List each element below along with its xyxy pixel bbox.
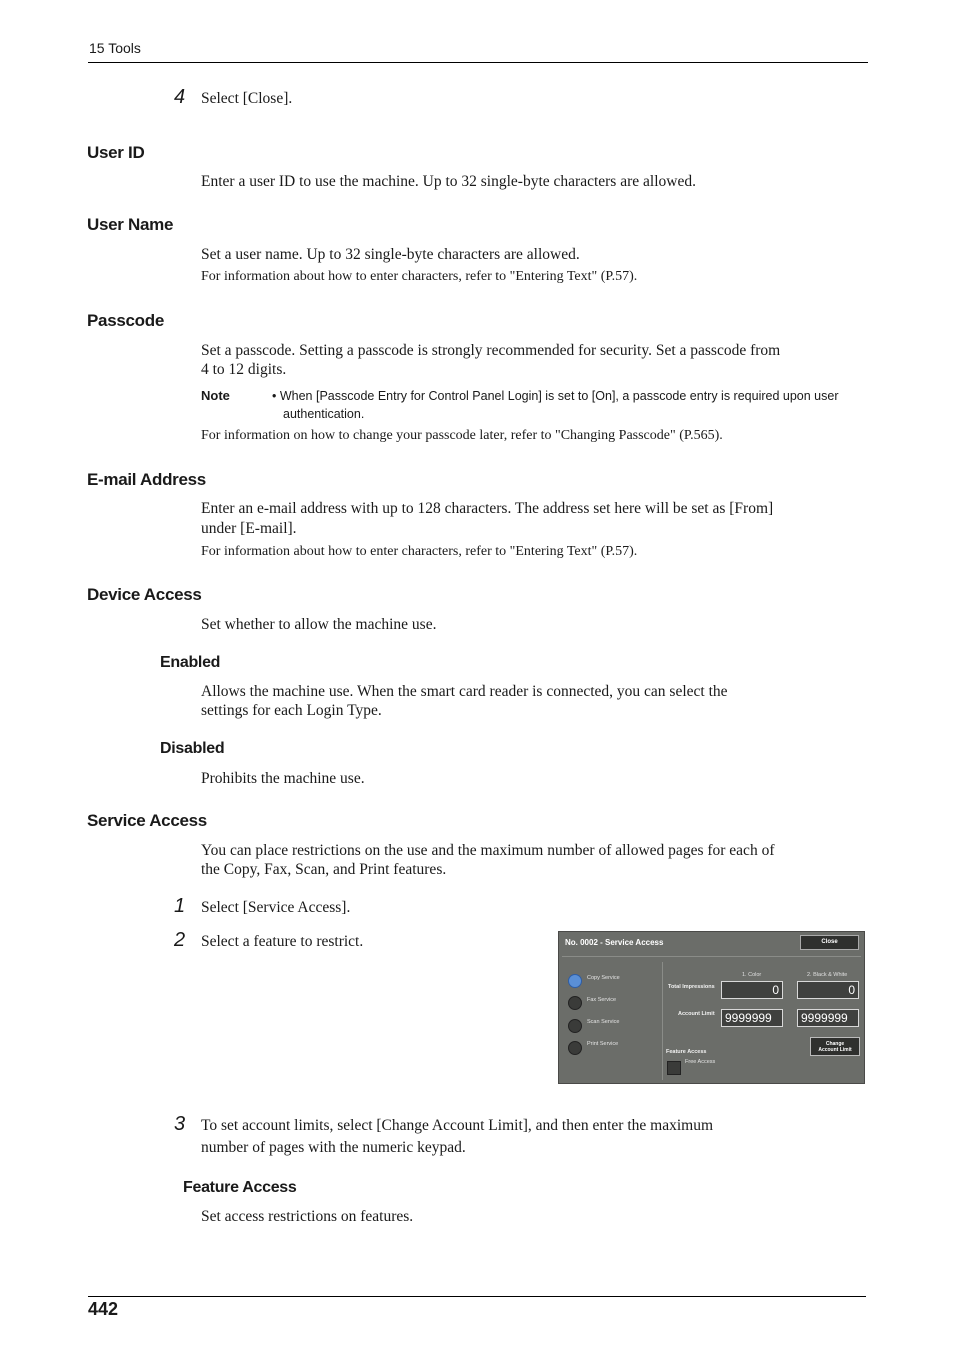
passcode-text-line1: Set a passcode. Setting a passcode is strongly recommended for security. Set a passcode from: [201, 342, 781, 359]
service-access-screenshot: [558, 931, 865, 1084]
note-label: Note: [201, 388, 230, 403]
email-text-line1: Enter an e-mail address with up to 128 characters. The address set here will be set as [From]: [201, 500, 774, 517]
divider: [562, 956, 861, 957]
subheading-disabled: Disabled: [160, 740, 225, 757]
section-heading-user-name: User Name: [87, 215, 174, 234]
step-text-line2: number of pages with the numeric keypad.: [201, 1139, 466, 1156]
total-bw-field: 0: [797, 981, 859, 999]
free-access-checkbox[interactable]: [667, 1061, 681, 1075]
service-access-text-line2: the Copy, Fax, Scan, and Print features.: [201, 861, 447, 878]
change-account-limit-button[interactable]: [810, 1037, 860, 1056]
scan-service-radio[interactable]: [568, 1019, 582, 1033]
step-number: 4: [174, 86, 186, 108]
step-text: Select a feature to restrict.: [201, 933, 364, 950]
color-column-header: 1. Color: [742, 972, 762, 978]
email-reference: For information about how to enter characters, refer to "Entering Text" (P.57).: [201, 544, 638, 559]
section-heading-passcode: Passcode: [87, 311, 164, 330]
scan-service-label: Scan Service: [587, 1019, 620, 1025]
section-heading-email: E-mail Address: [87, 470, 206, 489]
section-heading-device-access: Device Access: [87, 585, 202, 604]
section-heading-service-access: Service Access: [87, 811, 207, 830]
account-limit-label: Account Limit: [678, 1011, 715, 1017]
step-number: 3: [174, 1113, 186, 1135]
header-rule: [88, 62, 868, 63]
print-service-label: Print Service: [587, 1041, 619, 1047]
step-text-line1: To set account limits, select [Change Account Limit], and then enter the maximum: [201, 1117, 713, 1134]
step-number: 1: [174, 895, 186, 917]
change-button-line2: Account Limit: [818, 1047, 852, 1053]
free-access-label: Free Access: [685, 1059, 716, 1065]
step-number: 2: [174, 929, 186, 951]
copy-service-radio[interactable]: [568, 974, 582, 988]
device-access-text: Set whether to allow the machine use.: [201, 616, 437, 633]
feature-access-text: Set access restrictions on features.: [201, 1208, 414, 1225]
user-name-reference: For information about how to enter characters, refer to "Entering Text" (P.57).: [201, 269, 638, 284]
limit-bw-field[interactable]: 9999999: [797, 1009, 859, 1027]
subheading-enabled: Enabled: [160, 654, 221, 671]
change-button-line1: Change: [825, 1041, 845, 1047]
copy-service-label: Copy Service: [587, 975, 620, 981]
limit-color-field[interactable]: 9999999: [721, 1009, 783, 1027]
passcode-reference: For information on how to change your passcode later, refer to "Changing Passcode" (P.565).: [201, 428, 723, 443]
email-text-line2: under [E-mail].: [201, 520, 297, 537]
footer-rule: [88, 1296, 866, 1297]
fax-service-label: Fax Service: [587, 997, 617, 1003]
page-number: 442: [88, 1299, 119, 1319]
user-id-text: Enter a user ID to use the machine. Up to 32 single-byte characters are allowed.: [201, 173, 696, 190]
total-color-field: 0: [721, 981, 783, 999]
step-text: Select [Service Access].: [201, 899, 351, 916]
user-name-text: Set a user name. Up to 32 single-byte characters are allowed.: [201, 246, 580, 263]
close-button[interactable]: Close: [800, 935, 859, 950]
section-heading-user-id: User ID: [87, 143, 145, 162]
feature-access-label: Feature Access: [666, 1049, 707, 1055]
note-line2: authentication.: [283, 407, 365, 421]
service-access-text-line1: You can place restrictions on the use and the maximum number of allowed pages for each of: [201, 842, 775, 859]
enabled-text-line2: settings for each Login Type.: [201, 702, 382, 719]
step-text: Select [Close].: [201, 90, 293, 107]
chapter-header: 15 Tools: [89, 40, 141, 56]
bw-column-header: 2. Black & White: [807, 972, 848, 978]
divider: [662, 962, 663, 1080]
fax-service-radio[interactable]: [568, 996, 582, 1010]
subheading-feature-access: Feature Access: [183, 1179, 297, 1196]
enabled-text-line1: Allows the machine use. When the smart card reader is connected, you can select the: [201, 683, 728, 700]
print-service-radio[interactable]: [568, 1041, 582, 1055]
disabled-text: Prohibits the machine use.: [201, 770, 365, 787]
screen-title: No. 0002 - Service Access: [565, 938, 664, 947]
note-line1: • When [Passcode Entry for Control Panel Login] is set to [On], a passcode entry is required upon user: [272, 389, 839, 403]
total-impressions-label: Total Impressions: [668, 984, 715, 990]
passcode-text-line2: 4 to 12 digits.: [201, 361, 287, 378]
